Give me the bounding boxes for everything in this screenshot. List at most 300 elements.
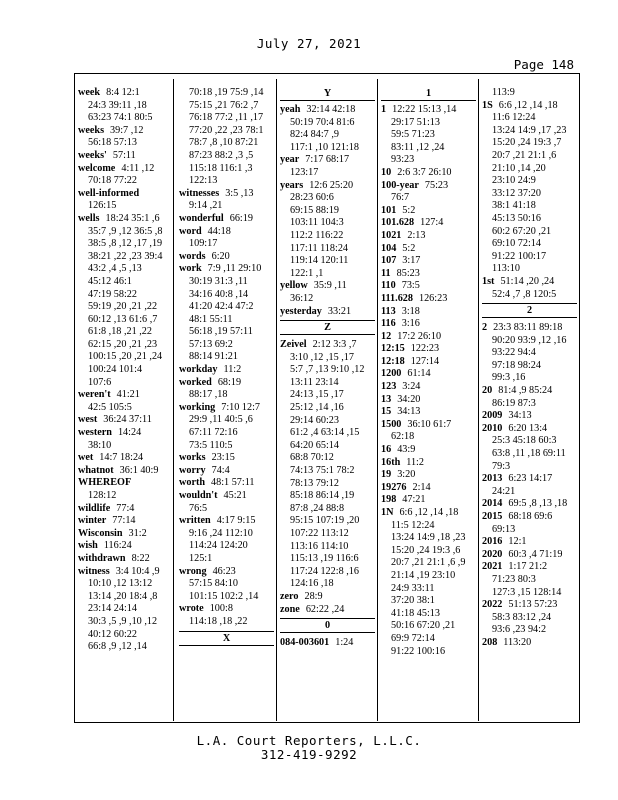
index-continuation: 90:20 93:9 ,12 ,16 — [492, 334, 567, 346]
index-entry — [381, 494, 476, 507]
index-references: 4:11 ,12 — [121, 162, 155, 174]
index-references: 12:22 15:13 ,14 — [392, 104, 457, 115]
index-entry — [482, 473, 577, 486]
index-continuation: 78:7 ,8 ,10 87:21 — [189, 137, 259, 149]
index-term: zero — [280, 590, 299, 602]
index-term: zone — [280, 603, 300, 615]
index-entry — [381, 205, 476, 218]
index-continuation: 88:14 91:21 — [189, 351, 238, 363]
index-references: 68:19 — [217, 376, 242, 388]
index-entry — [78, 465, 172, 478]
index-entry — [179, 515, 274, 528]
index-term: 100-year — [381, 179, 419, 191]
index-entry — [381, 457, 476, 470]
index-term: 1200 — [381, 368, 402, 380]
index-continuation: 91:22 100:16 — [391, 645, 446, 657]
index-entry — [179, 226, 274, 239]
index-continuation: 125:1 — [189, 552, 213, 564]
index-entry — [179, 251, 274, 264]
index-term: 1S — [482, 99, 493, 111]
index-references: 69:5 ,8 ,13 ,18 — [508, 498, 568, 510]
index-term: wet — [78, 452, 94, 464]
index-references: 36:10 61:7 — [407, 418, 452, 430]
index-continuation: 20:7 ,21 21:1 ,6 ,9 — [391, 557, 466, 569]
index-continuation: 5:7 ,7 ,13 9:10 ,12 — [290, 364, 365, 376]
index-entry — [381, 507, 476, 520]
index-continuation: 30:3 ,5 ,9 ,10 ,12 — [88, 615, 158, 627]
index-term: 2015 — [482, 511, 503, 522]
index-entry — [381, 343, 476, 356]
index-term: 19 — [381, 469, 392, 481]
index-term: 12 — [381, 330, 392, 342]
index-entry — [482, 561, 577, 574]
index-references: 6:6 ,12 ,14 ,18 — [399, 507, 459, 518]
index-continuation: 45:13 50:16 — [492, 212, 541, 224]
index-entry — [280, 104, 375, 117]
index-continuation: 56:18 ,19 57:11 — [189, 326, 253, 338]
index-references: 45:21 — [223, 490, 247, 501]
index-entry — [381, 368, 476, 381]
index-continuation: 21:10 ,14 ,20 — [492, 162, 546, 174]
index-entry — [381, 104, 476, 117]
index-references: 48:1 57:11 — [211, 477, 255, 489]
index-term: 12:18 — [381, 355, 405, 367]
index-continuation: 57:13 69:2 — [189, 338, 233, 350]
index-references: 2:12 3:3 ,7 — [312, 339, 357, 351]
index-continuation: 69:9 72:14 — [391, 632, 435, 644]
index-continuation: 82:4 84:7 ,9 — [290, 129, 339, 141]
index-entry — [381, 482, 476, 495]
index-continuation: 77:20 ,22 ,23 78:1 — [189, 124, 264, 136]
index-references: 85:23 — [396, 267, 420, 279]
index-continuation: 114:18 ,18 ,22 — [189, 615, 248, 627]
index-entry — [78, 477, 172, 490]
index-continuation: 124:16 ,18 — [290, 578, 334, 590]
index-continuation: 127:3 ,15 128:14 — [492, 586, 562, 598]
index-entry — [78, 163, 172, 176]
index-continuation: 21:14 ,19 23:10 — [391, 569, 456, 581]
index-continuation: 15:20 ,24 19:3 ,6 — [391, 544, 461, 556]
index-term: WHEREOF — [78, 477, 132, 489]
index-references: 8:22 — [131, 552, 150, 564]
index-references: 44:18 — [207, 225, 231, 237]
index-references: 116:24 — [103, 540, 132, 552]
index-references: 6:6 ,12 ,14 ,18 — [498, 99, 558, 111]
column-divider — [377, 79, 378, 721]
index-entry — [381, 318, 476, 331]
index-term: Wisconsin — [78, 527, 123, 539]
index-entry — [381, 167, 476, 180]
index-continuation: 25:12 ,14 ,16 — [290, 402, 344, 414]
index-references: 73:5 — [401, 280, 420, 292]
index-references: 28:9 — [304, 590, 323, 602]
index-term: 2021 — [482, 561, 503, 573]
section-letter: Y — [280, 87, 375, 101]
index-entry — [280, 604, 375, 617]
index-entry — [381, 180, 476, 193]
index-term: witnesses — [179, 187, 220, 199]
index-references: 122:23 — [410, 343, 440, 355]
index-term: yesterday — [280, 305, 322, 317]
index-continuation: 93:22 94:4 — [492, 347, 536, 359]
index-term: 2010 — [482, 422, 503, 434]
page-number: Page 148 — [513, 57, 574, 72]
index-references: 6:20 13:4 — [508, 422, 548, 434]
index-continuation: 69:10 72:14 — [492, 238, 541, 250]
index-entry — [78, 566, 172, 579]
index-continuation: 29:14 60:23 — [290, 414, 339, 426]
index-term: whatnot — [78, 464, 114, 476]
index-references: 18:24 35:1 ,6 — [105, 212, 160, 224]
index-continuation: 93:23 — [391, 154, 415, 166]
index-references: 3:5 ,13 — [225, 187, 254, 199]
index-continuation: 67:11 72:16 — [189, 427, 238, 439]
index-continuation: 24:21 — [492, 485, 516, 497]
index-references: 1:17 21:2 — [508, 561, 548, 573]
index-continuation: 87:8 ,24 88:8 — [290, 502, 345, 514]
index-references: 12:1 — [508, 536, 527, 548]
index-entry — [179, 490, 274, 503]
section-letter: 2 — [482, 303, 577, 318]
index-continuation: 11:6 12:24 — [492, 112, 536, 124]
section-letter: 1 — [381, 87, 476, 101]
index-continuation: 9:14 ,21 — [189, 200, 223, 212]
index-continuation: 97:18 98:24 — [492, 359, 541, 371]
index-term: 111.628 — [381, 292, 413, 304]
index-references: 35:9 ,11 — [313, 280, 347, 292]
index-continuation: 37:20 38:1 — [391, 595, 435, 607]
index-continuation: 88:17 ,18 — [189, 389, 228, 401]
index-continuation: 15:20 ,24 19:3 ,7 — [492, 137, 562, 149]
index-continuation: 9:16 ,24 112:10 — [189, 527, 253, 539]
header-date: July 27, 2021 — [256, 36, 362, 51]
index-entry — [381, 255, 476, 268]
index-continuation: 38:1 41:18 — [492, 200, 536, 212]
index-term: wrote — [179, 603, 204, 615]
index-continuation: 38:10 — [88, 439, 112, 451]
index-term: workday — [179, 364, 218, 376]
index-term: 2016 — [482, 536, 503, 548]
index-continuation: 70:18 77:22 — [88, 175, 137, 187]
index-continuation: 24:3 39:11 ,18 — [88, 99, 147, 111]
index-references: 68:18 69:6 — [508, 511, 553, 522]
index-continuation: 10:10 ,12 13:12 — [88, 578, 153, 590]
index-term: yeah — [280, 104, 301, 115]
index-term: 101.628 — [381, 217, 415, 229]
index-continuation: 11:5 12:24 — [391, 519, 435, 531]
index-entry — [78, 452, 172, 465]
index-term: 16 — [381, 444, 392, 456]
index-references: 14:7 18:24 — [99, 452, 144, 464]
index-continuation: 20:7 ,21 21:1 ,6 — [492, 149, 557, 161]
index-references: 57:11 — [112, 149, 136, 161]
index-entry — [482, 511, 577, 524]
index-references: 3:16 — [401, 318, 420, 330]
index-term: well-informed — [78, 187, 140, 199]
index-continuation: 56:18 57:13 — [88, 137, 137, 149]
index-term: weren't — [78, 389, 111, 401]
index-references: 31:2 — [128, 527, 147, 539]
index-entry — [482, 549, 577, 562]
index-continuation: 91:22 100:17 — [492, 250, 547, 262]
index-term: words — [179, 250, 206, 262]
index-continuation: 113:9 — [492, 87, 515, 98]
index-entry — [482, 637, 577, 650]
index-references: 8:4 12:1 — [106, 87, 140, 98]
index-continuation: 63:8 ,11 ,18 69:11 — [492, 448, 566, 460]
index-entry — [381, 280, 476, 293]
index-term: 1500 — [381, 418, 402, 430]
section-letter: Z — [280, 320, 375, 335]
index-references: 2:14 — [412, 481, 431, 493]
index-term: 1N — [381, 507, 394, 518]
index-continuation: 123:17 — [290, 166, 319, 178]
index-entry — [78, 515, 172, 528]
index-references: 34:13 — [397, 406, 421, 418]
index-continuation: 29:9 ,11 40:5 ,6 — [189, 414, 253, 426]
index-entry — [482, 498, 577, 511]
index-references: 61:14 — [407, 368, 431, 380]
index-references: 3:18 — [401, 305, 420, 317]
index-references: 6:20 — [211, 250, 230, 262]
index-term: works — [179, 452, 206, 464]
index-term: 104 — [381, 242, 397, 254]
index-continuation: 62:15 ,20 ,21 ,23 — [88, 338, 158, 350]
index-term: working — [179, 401, 216, 413]
index-term: 1021 — [381, 229, 402, 241]
index-references: 81:4 ,9 85:24 — [498, 385, 553, 397]
index-term: 15 — [381, 406, 392, 418]
index-entry — [78, 87, 172, 100]
index-term: wrong — [179, 565, 207, 577]
index-term: 198 — [381, 494, 397, 506]
index-continuation: 109:17 — [189, 238, 218, 250]
index-continuation: 59:5 71:23 — [391, 129, 435, 141]
index-references: 23:3 83:11 89:18 — [493, 322, 563, 334]
index-continuation: 86:19 87:3 — [492, 397, 536, 409]
index-column-3 — [280, 87, 375, 723]
index-term: week — [78, 87, 101, 98]
index-term: 113 — [381, 305, 396, 317]
index-references: 126:23 — [418, 292, 448, 304]
index-continuation: 69:13 — [492, 523, 516, 535]
index-term: yellow — [280, 280, 308, 292]
index-entry — [78, 427, 172, 440]
index-term: Zeivel — [280, 339, 307, 351]
index-continuation: 61:8 ,18 ,21 ,22 — [88, 326, 152, 338]
index-term: worked — [179, 376, 212, 388]
index-continuation: 3:10 ,12 ,15 ,17 — [290, 351, 354, 363]
index-references: 47:21 — [402, 494, 426, 506]
index-entry — [381, 406, 476, 419]
index-entry — [482, 410, 577, 423]
index-references: 113:20 — [503, 636, 532, 648]
index-continuation: 115:18 116:1 ,3 — [189, 162, 253, 174]
index-term: 20 — [482, 385, 493, 397]
column-divider — [276, 79, 277, 721]
index-entry — [179, 188, 274, 201]
index-references: 60:3 ,4 71:19 — [508, 548, 563, 560]
index-term: wonderful — [179, 212, 224, 224]
index-continuation: 93:6 ,23 94:2 — [492, 624, 547, 636]
index-term: 10 — [381, 166, 392, 178]
index-continuation: 71:23 80:3 — [492, 573, 536, 585]
column-divider — [173, 79, 174, 721]
index-references: 75:23 — [424, 179, 449, 191]
index-entry — [179, 465, 274, 478]
index-references: 5:2 — [402, 204, 416, 216]
index-entry — [482, 100, 577, 113]
index-continuation: 128:12 — [88, 490, 117, 501]
index-entry — [381, 331, 476, 344]
index-continuation: 87:23 88:2 ,3 ,5 — [189, 149, 254, 161]
index-term: west — [78, 414, 98, 426]
index-term: winter — [78, 515, 107, 527]
index-continuation: 42:5 105:5 — [88, 401, 132, 413]
index-references: 34:20 — [397, 393, 421, 405]
index-continuation: 33:12 37:20 — [492, 187, 541, 199]
index-continuation: 126:15 — [88, 200, 117, 212]
index-entry — [78, 414, 172, 427]
index-continuation: 112:2 116:22 — [290, 229, 344, 241]
index-term: wells — [78, 212, 100, 224]
index-term: 084-003601 — [280, 637, 330, 649]
index-continuation: 24:9 33:11 — [391, 582, 435, 594]
index-term: withdrawn — [78, 552, 126, 564]
index-continuation: 45:12 46:1 — [88, 275, 132, 287]
index-continuation: 113:10 — [492, 263, 520, 275]
index-entry — [179, 452, 274, 465]
index-entry — [78, 213, 172, 226]
index-term: 2 — [482, 322, 488, 334]
index-references: 4:17 9:15 — [216, 515, 256, 527]
index-entry — [280, 280, 375, 293]
index-entry — [381, 306, 476, 319]
index-continuation: 117:1 ,10 121:18 — [290, 141, 359, 153]
index-entry — [280, 306, 375, 319]
index-term: 1st — [482, 275, 495, 287]
index-continuation: 41:18 45:13 — [391, 607, 440, 619]
index-entry — [381, 394, 476, 407]
index-references: 7:17 68:17 — [305, 154, 350, 166]
index-entry — [381, 243, 476, 256]
index-references: 51:14 ,20 ,24 — [500, 275, 555, 287]
index-references: 51:13 57:23 — [508, 599, 558, 611]
index-continuation: 107:22 113:12 — [290, 528, 349, 539]
index-term: weeks — [78, 124, 105, 136]
index-entry — [78, 528, 172, 541]
index-references: 77:14 — [112, 515, 136, 527]
index-entry — [179, 402, 274, 415]
index-references: 12:6 25:20 — [309, 179, 354, 191]
index-term: worry — [179, 464, 206, 476]
index-continuation: 59:19 ,20 ,21 ,22 — [88, 301, 158, 313]
index-continuation: 30:19 31:3 ,11 — [189, 275, 248, 287]
index-continuation: 40:12 60:22 — [88, 628, 137, 640]
index-continuation: 58:3 83:12 ,24 — [492, 611, 552, 623]
index-entry — [381, 268, 476, 281]
index-references: 6:23 14:17 — [508, 473, 553, 485]
index-continuation: 13:24 14:9 ,18 ,23 — [391, 532, 466, 544]
index-entry — [179, 263, 274, 276]
index-continuation: 60:2 67:20 ,21 — [492, 225, 552, 237]
index-term: 123 — [381, 381, 397, 393]
index-term: 2022 — [482, 599, 503, 611]
index-term: 13 — [381, 393, 392, 405]
index-continuation: 107:6 — [88, 376, 112, 388]
index-entry — [179, 213, 274, 226]
index-entry — [381, 356, 476, 369]
index-entry — [381, 217, 476, 230]
index-continuation: 63:23 74:1 80:5 — [88, 112, 153, 124]
index-references: 11:2 — [223, 364, 242, 376]
index-continuation: 13:14 ,20 18:4 ,8 — [88, 590, 158, 602]
index-term: work — [179, 263, 202, 275]
index-continuation: 70:18 ,19 75:9 ,14 — [189, 87, 264, 98]
index-entry — [280, 339, 375, 352]
index-term: 19276 — [381, 481, 407, 493]
index-entry — [482, 385, 577, 398]
index-continuation: 68:8 70:12 — [290, 452, 334, 464]
index-term: western — [78, 427, 112, 439]
footer-company: L.A. Court Reporters, L.L.C. — [196, 733, 422, 748]
index-references: 36:1 40:9 — [119, 464, 159, 476]
index-continuation: 35:7 ,9 ,12 36:5 ,8 — [88, 225, 163, 237]
index-continuation: 50:16 67:20 ,21 — [391, 620, 456, 632]
index-entry — [78, 540, 172, 553]
index-entry — [179, 603, 274, 616]
index-continuation: 52:4 ,7 ,8 120:5 — [492, 288, 557, 300]
index-continuation: 117:11 118:24 — [290, 242, 349, 254]
index-term: weeks' — [78, 149, 107, 161]
index-continuation: 38:21 ,22 ,23 39:4 — [88, 250, 163, 262]
footer-phone: 312-419-9292 — [260, 747, 358, 762]
index-references: 3:20 — [397, 469, 416, 481]
index-references: 62:22 ,24 — [305, 603, 345, 615]
index-continuation: 41:20 42:4 47:2 — [189, 301, 254, 313]
index-references: 3:4 10:4 ,9 — [115, 565, 160, 577]
index-continuation: 24:13 ,15 ,17 — [290, 389, 344, 401]
index-entry — [482, 423, 577, 436]
index-term: 2009 — [482, 410, 503, 422]
index-entry — [179, 477, 274, 490]
index-continuation: 38:5 ,8 ,12 ,17 ,19 — [88, 238, 163, 250]
index-term: 2013 — [482, 473, 503, 485]
index-continuation: 85:18 86:14 ,19 — [290, 490, 355, 502]
index-continuation: 48:1 55:11 — [189, 313, 233, 325]
index-references: 41:21 — [116, 389, 140, 401]
index-references: 2:13 — [407, 229, 426, 241]
index-entry — [78, 125, 172, 138]
index-continuation: 114:24 124:20 — [189, 540, 248, 552]
index-continuation: 122:13 — [189, 175, 218, 187]
index-references: 5:2 — [402, 242, 416, 254]
index-continuation: 57:15 84:10 — [189, 578, 238, 590]
index-continuation: 79:3 — [492, 460, 511, 472]
index-term: 2014 — [482, 498, 503, 510]
index-term: 208 — [482, 636, 498, 648]
index-continuation: 47:19 58:22 — [88, 288, 137, 300]
index-continuation: 76:18 77:2 ,11 ,17 — [189, 112, 264, 124]
index-continuation: 62:18 — [391, 431, 415, 443]
index-term: witness — [78, 565, 110, 577]
index-term: 16th — [381, 456, 401, 468]
index-continuation: 28:23 60:6 — [290, 192, 334, 204]
index-entry — [78, 389, 172, 402]
index-continuation: 113:16 114:10 — [290, 540, 349, 552]
index-entry — [179, 566, 274, 579]
index-continuation: 83:11 ,12 ,24 — [391, 141, 445, 153]
